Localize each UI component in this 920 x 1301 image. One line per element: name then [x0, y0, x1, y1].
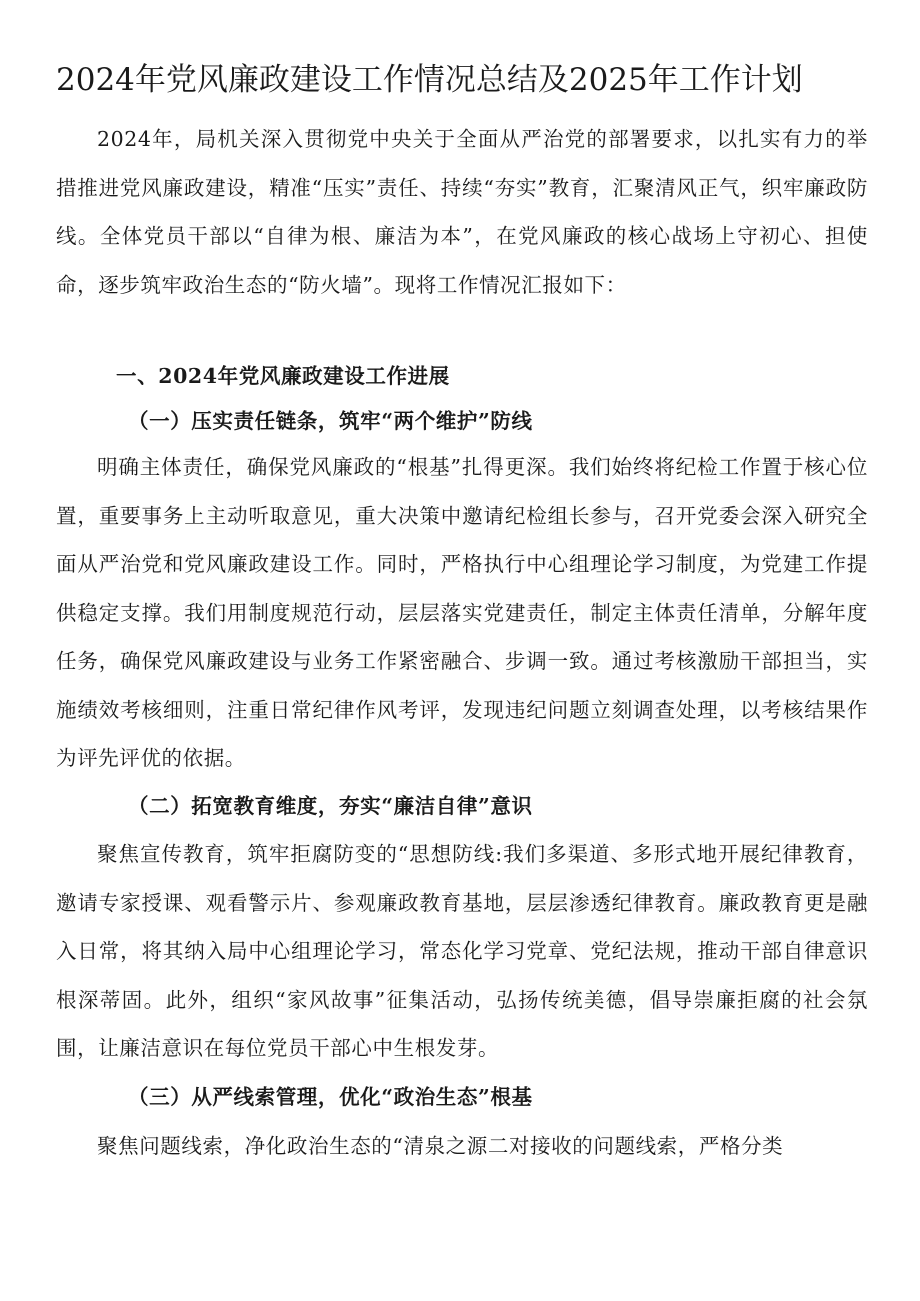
document-title: 2024年党风廉政建设工作情况总结及2025年工作计划 — [56, 62, 803, 98]
education-paragraph: 聚焦宣传教育，筑牢拒腐防变的“思想防线:我们多渠道、多形式地开展纪律教育，邀请专家授课、观看警示片、参观廉政教育基地，层层渗透纪律教育。廉政教育更是融入日常，将其纳入局中心组理论学习，常态化学习党章、党纪法规，推动干部自律意识根深蒂固。此外，组织“家风故事”征集活动，弘扬传统美德，倡导崇廉拒腐的社会氛围，让廉洁意识在每位党员干部心中生根发芽。 — [56, 842, 868, 1060]
subsection-heading-clues: （三）从严线索管理，优化“政治生态”根基 — [128, 1085, 533, 1109]
responsibility-paragraph: 明确主体责任，确保党风廉政的“根基”扎得更深。我们始终将纪检工作置于核心位置，重要事务上主动听取意见，重大决策中邀请纪检组长参与，召开党委会深入研究全面从严治党和党风廉政建设工作。同时，严格执行中心组理论学习制度，为党建工作提供稳定支撑。我们用制度规范行动，层层落实党建责任，制定主体责任清单，分解年度任务，确保党风廉政建设与业务工作紧密融合、步调一致。通过考核激励干部担当，实施绩效考核细则，注重日常纪律作风考评，发现违纪问题立刻调查处理，以考核结果作为评先评优的依据。 — [56, 455, 868, 770]
subsection-heading-responsibility: （一）压实责任链条，筑牢“两个维护”防线 — [128, 409, 533, 433]
intro-paragraph: 2024年，局机关深入贯彻党中央关于全面从严治党的部署要求，以扎实有力的举措推进党风廉政建设，精准“压实”责任、持续“夯实”教育，汇聚清风正气，织牢廉政防线。全体党员干部以“自律为根、廉洁为本”，在党风廉政的核心战场上守初心、担使命，逐步筑牢政治生态的“防火墙”。现将工作情况汇报如下： — [56, 127, 868, 297]
section-heading-progress: 一、2024年党风廉政建设工作进展 — [116, 364, 450, 388]
clues-paragraph: 聚焦问题线索，净化政治生态的“清泉之源二对接收的问题线索，严格分类 — [97, 1134, 784, 1158]
subsection-heading-education: （二）拓宽教育维度，夯实“廉洁自律”意识 — [128, 794, 533, 818]
